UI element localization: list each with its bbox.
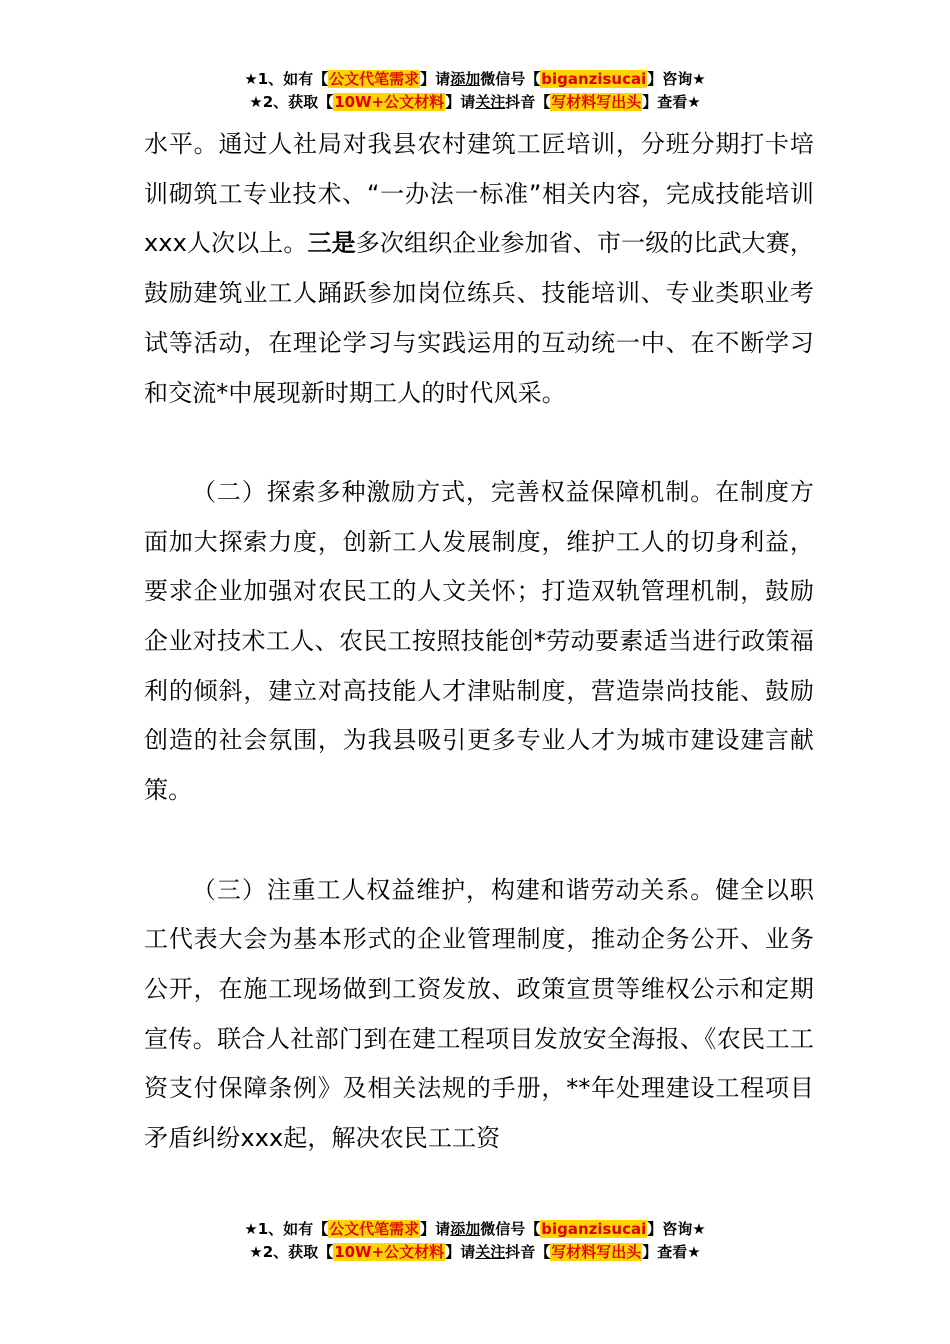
banner-text: 抖音【 [505, 93, 551, 111]
document-body [144, 120, 814, 1164]
banner-line-2 [0, 1241, 950, 1264]
banner-highlight: biganzisucai [541, 70, 647, 88]
banner-text: ★1、如有【 [244, 1220, 329, 1238]
banner-text: 】咨询★ [647, 70, 706, 88]
banner-line-1 [0, 1218, 950, 1241]
banner-text: ★2、获取【 [249, 93, 334, 111]
banner-text: 】请 [420, 1220, 451, 1238]
banner-text: ★2、获取【 [249, 1243, 334, 1261]
banner-text: 】请 [420, 70, 451, 88]
footer-banner [0, 1218, 950, 1264]
banner-text: 】咨询★ [647, 1220, 706, 1238]
banner-highlight: 10W+公文材料 [334, 1243, 445, 1261]
banner-text: ★1、如有【 [244, 70, 329, 88]
banner-text: 】查看★ [642, 93, 701, 111]
banner-line-1 [0, 68, 950, 91]
banner-text: 】查看★ [642, 1243, 701, 1261]
banner-text: 微信号【 [480, 70, 541, 88]
banner-highlight: 写材料写出头 [551, 1243, 642, 1261]
banner-highlight: 10W+公文材料 [334, 93, 445, 111]
paragraph-emphasis: 三是 [307, 229, 356, 258]
paragraph-1 [144, 120, 814, 418]
header-banner [0, 68, 950, 114]
banner-keyword: 添加 [450, 1220, 481, 1238]
paragraph-2: （二）探索多种激励方式，完善权益保障机制。在制度方面加大探索力度，创新工人发展制度，维护工人的切身利益，要求企业加强对农民工的人文关怀；打造双轨管理机制，鼓励企业对技术工人、农民工按照技能创*劳动要素适当进行政策福利的倾斜，建立对高技能人才津贴制度，营造崇尚技能、鼓励创造的社会氛围，为我县吸引更多专业人才为城市建设建言献策。 [144, 477, 814, 805]
banner-highlight: 公文代笔需求 [329, 70, 420, 88]
banner-text: 】请 [445, 1243, 476, 1261]
banner-keyword: 添加 [450, 70, 481, 88]
banner-line-2 [0, 91, 950, 114]
banner-text: 抖音【 [505, 1243, 551, 1261]
paragraph-text: 水平。通过人社局对我县农村建筑工匠培训，分班分期打卡培训砌筑工专业技术、“一办法一标准”相关内容，完成技能培训xxx人次以上。 [144, 130, 814, 258]
banner-highlight: 写材料写出头 [551, 93, 642, 111]
banner-keyword: 关注 [475, 1243, 506, 1261]
banner-text: 】请 [445, 93, 476, 111]
paragraph-text: 多次组织企业参加省、市一级的比武大赛，鼓励建筑业工人踊跃参加岗位练兵、技能培训、专业类职业考试等活动，在理论学习与实践运用的互动统一中、在不断学习和交流*中展现新时期工人的时代风采。 [144, 229, 815, 407]
banner-text: 微信号【 [480, 1220, 541, 1238]
banner-keyword: 关注 [475, 93, 506, 111]
banner-highlight: biganzisucai [541, 1220, 647, 1238]
paragraph-3: （三）注重工人权益维护，构建和谐劳动关系。健全以职工代表大会为基本形式的企业管理制度，推动企务公开、业务公开，在施工现场做到工资发放、政策宣贯等维权公示和定期宣传。联合人社部门到在建工程项目发放安全海报、《农民工工资支付保障条例》及相关法规的手册，**年处理建设工程项目矛盾纠纷xxx起，解决农民工工资 [144, 875, 814, 1153]
banner-highlight: 公文代笔需求 [329, 1220, 420, 1238]
